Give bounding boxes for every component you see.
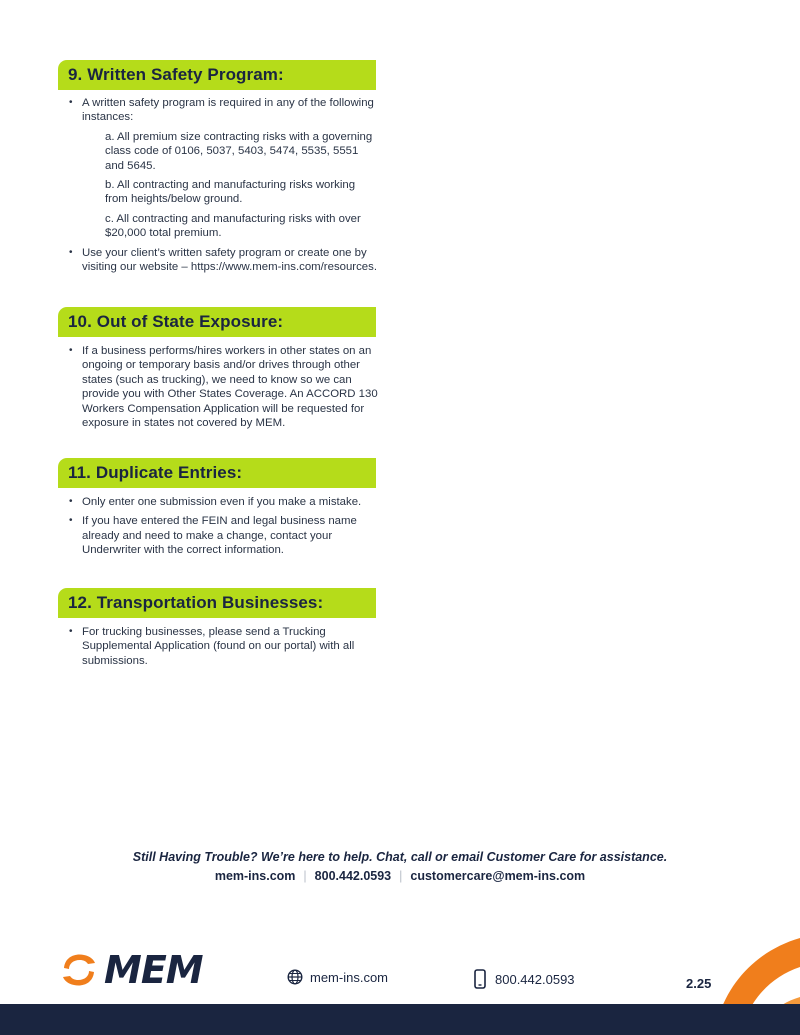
section-title: 9. Written Safety Program: bbox=[68, 65, 284, 84]
section-written-safety-program bbox=[58, 60, 378, 279]
help-tagline: Still Having Trouble? We’re here to help. Chat, call or email Customer Care for assistance. bbox=[132, 850, 668, 864]
section-title: 12. Transportation Businesses: bbox=[68, 593, 324, 612]
bullet-list bbox=[58, 246, 378, 275]
bullet-list bbox=[58, 344, 378, 430]
list-item bbox=[58, 495, 378, 509]
section-header bbox=[58, 458, 376, 488]
footer-bar bbox=[0, 1004, 800, 1035]
sub-item: a. All premium size contracting risks with a governing class code of 0106, 5037, 5403, 5474, 5535, 5551 and 5645. bbox=[105, 130, 373, 172]
globe-icon bbox=[287, 969, 303, 985]
section-header bbox=[58, 307, 376, 337]
section-duplicate-entries bbox=[58, 458, 378, 563]
list-item bbox=[58, 246, 378, 275]
list-item bbox=[58, 344, 378, 430]
list-item-text: Use your client’s written safety program or create one by visiting our website – https://www.mem-ins.com/resources. bbox=[82, 246, 377, 274]
section-header bbox=[58, 60, 376, 90]
section-out-of-state-exposure bbox=[58, 307, 378, 435]
help-website-link[interactable]: mem-ins.com bbox=[214, 869, 296, 883]
sub-item: b. All contracting and manufacturing risks working from heights/below ground. bbox=[105, 179, 356, 206]
section-transportation-businesses bbox=[58, 588, 378, 673]
list-item-text: If a business performs/hires workers in other states on an ongoing or temporary basis and/or drives through other states (such as trucking), we need to know so we can provide you with Other States Coverage. An ACCORD 130 Workers Compensation Application will be requested for exposure in states not covered by MEM. bbox=[82, 345, 378, 430]
help-contact-line bbox=[0, 869, 800, 883]
help-phone-link[interactable]: 800.442.0593 bbox=[314, 869, 392, 883]
list-item bbox=[58, 625, 378, 668]
page-number: 2.25 bbox=[686, 976, 712, 991]
bullet-list bbox=[58, 625, 378, 668]
bullet-list bbox=[58, 495, 378, 558]
list-item-text: If you have entered the FEIN and legal business name already and need to make a change, contact your Underwriter with the correct information. bbox=[82, 515, 357, 557]
footer-phone[interactable] bbox=[474, 969, 575, 989]
sub-item: c. All contracting and manufacturing risks with over $20,000 total premium. bbox=[105, 212, 361, 240]
mem-logo bbox=[58, 948, 203, 992]
mem-logo-text: MEM bbox=[104, 948, 203, 992]
section-title: 10. Out of State Exposure: bbox=[68, 312, 284, 331]
list-item bbox=[58, 514, 378, 557]
footer-phone-text: 800.442.0593 bbox=[495, 971, 575, 987]
list-item-text: Only enter one submission even if you make a mistake. bbox=[82, 496, 362, 508]
separator: | bbox=[303, 869, 307, 883]
mem-logo-mark-icon bbox=[58, 951, 100, 989]
section-title: 11. Duplicate Entries: bbox=[68, 463, 243, 482]
separator: | bbox=[399, 869, 403, 883]
footer-website-text: mem-ins.com bbox=[310, 969, 389, 985]
list-item-text: A written safety program is required in any of the following instances: bbox=[82, 97, 374, 124]
list-item bbox=[58, 96, 378, 125]
bullet-list bbox=[58, 96, 378, 125]
list-item-text: For trucking businesses, please send a Trucking Supplemental Application (found on our portal) with all submissions. bbox=[82, 626, 355, 667]
section-header bbox=[58, 588, 376, 618]
phone-icon bbox=[474, 969, 486, 989]
footer-website[interactable] bbox=[287, 969, 388, 985]
help-email-link[interactable]: customercare@mem-ins.com bbox=[410, 869, 586, 883]
